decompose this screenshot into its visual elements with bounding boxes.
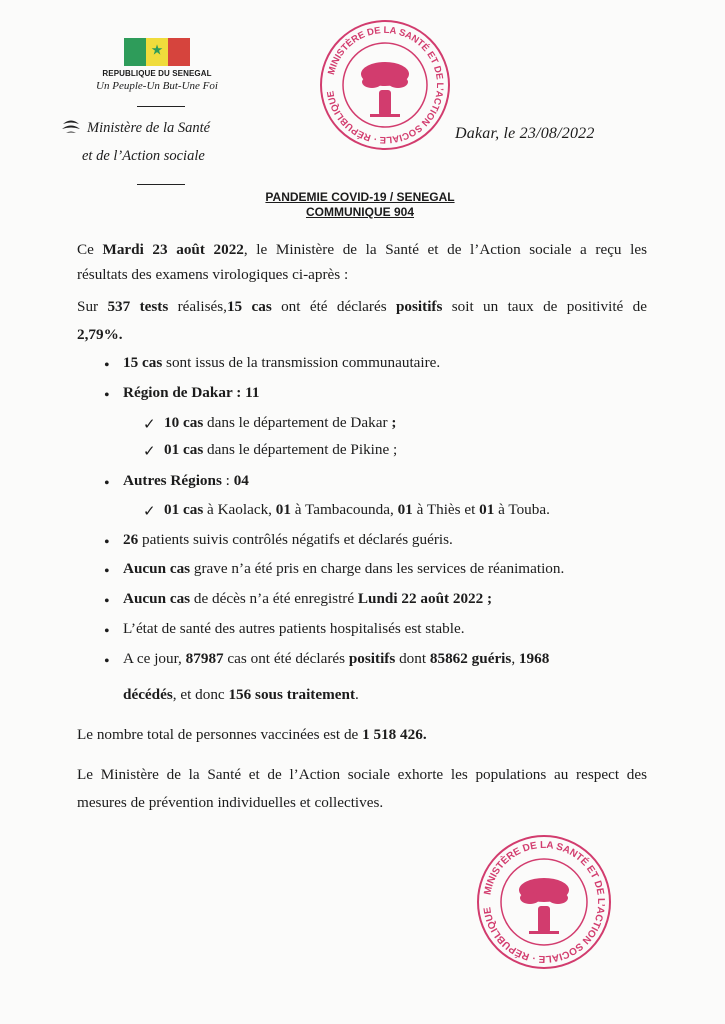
- list-item-continuation: décédés, et donc 156 sous traitement.: [123, 686, 359, 703]
- bullet-icon: •: [104, 357, 110, 374]
- header-divider: [137, 106, 185, 107]
- bullet-icon: •: [104, 387, 110, 404]
- ministry-emblem-icon: [60, 118, 82, 141]
- republic-name: REPUBLIQUE DU SENEGAL: [102, 69, 212, 78]
- bullet-icon: •: [104, 593, 110, 610]
- closing-line-1: Le Ministère de la Santé et de l’Action sociale exhorte les populations au respect des: [77, 766, 647, 783]
- star-icon: ★: [150, 43, 164, 59]
- bullet-icon: •: [104, 534, 110, 551]
- intro-line-4: 2,79%.: [77, 326, 123, 343]
- ministry-name-line1: Ministère de la Santé: [87, 120, 211, 136]
- bullet-icon: •: [104, 623, 110, 640]
- senegal-flag: [124, 38, 190, 66]
- document-title: PANDEMIE COVID-19 / SENEGAL: [265, 190, 455, 204]
- list-item: Aucun cas grave n’a été pris en charge dans les services de réanimation.: [123, 560, 565, 577]
- bullet-icon: •: [104, 653, 110, 670]
- baobab-tree-icon: [519, 878, 569, 934]
- sub-list-item: 10 cas dans le département de Dakar ;: [164, 414, 397, 431]
- list-item: L’état de santé des autres patients hospitalisés est stable.: [123, 620, 465, 637]
- intro-line-3: Sur 537 tests réalisés,15 cas ont été déclarés positifs soit un taux de positivité de: [77, 298, 647, 315]
- list-item: Autres Régions : 04: [123, 472, 249, 489]
- list-item: Région de Dakar : 11: [123, 384, 260, 401]
- official-stamp-bottom: [474, 832, 614, 977]
- intro-line-2: résultats des examens virologiques ci-après :: [77, 266, 349, 283]
- intro-line-1: Ce Mardi 23 août 2022, le Ministère de la Santé et de l’Action sociale a reçu les: [77, 241, 648, 258]
- svg-text:MINISTÈRE DE LA SANTÉ ET DE L’: MINISTÈRE DE LA SANTÉ ET DE L’ACTION SOCIALE · RÉPUBLIQUE: [325, 24, 446, 146]
- sub-list-item: 01 cas à Kaolack, 01 à Tambacounda, 01 à Thiès et 01 à Touba.: [164, 501, 550, 518]
- header-divider: [137, 184, 185, 185]
- checkmark-icon: ✓: [143, 417, 156, 433]
- list-item: 26 patients suivis contrôlés négatifs et déclarés guéris.: [123, 531, 453, 548]
- ministry-name-line2: et de l’Action sociale: [82, 148, 205, 164]
- vaccination-total: Le nombre total de personnes vaccinées est de 1 518 426.: [77, 726, 427, 743]
- closing-line-2: mesures de prévention individuelles et collectives.: [77, 794, 384, 811]
- checkmark-icon: ✓: [143, 504, 156, 520]
- list-item: 15 cas sont issus de la transmission communautaire.: [123, 354, 441, 371]
- svg-text:MINISTÈRE DE LA SANTÉ ET DE L’: MINISTÈRE DE LA SANTÉ ET DE L’ACTION SOCIALE · RÉPUBLIQUE: [482, 839, 607, 965]
- document-subtitle: COMMUNIQUE 904: [305, 205, 415, 219]
- official-stamp-top: [318, 18, 452, 157]
- sub-list-item: 01 cas dans le département de Pikine ;: [164, 441, 398, 458]
- baobab-tree-icon: [361, 62, 409, 117]
- list-item: Aucun cas de décès n’a été enregistré Lundi 22 août 2022 ;: [123, 590, 493, 607]
- national-motto: Un Peuple-Un But-Une Foi: [96, 80, 218, 92]
- bullet-icon: •: [104, 563, 110, 580]
- document-date: Dakar, le 23/08/2022: [455, 125, 595, 142]
- bullet-icon: •: [104, 475, 110, 492]
- checkmark-icon: ✓: [143, 444, 156, 460]
- list-item: A ce jour, 87987 cas ont été déclarés positifs dont 85862 guéris, 1968: [123, 650, 550, 667]
